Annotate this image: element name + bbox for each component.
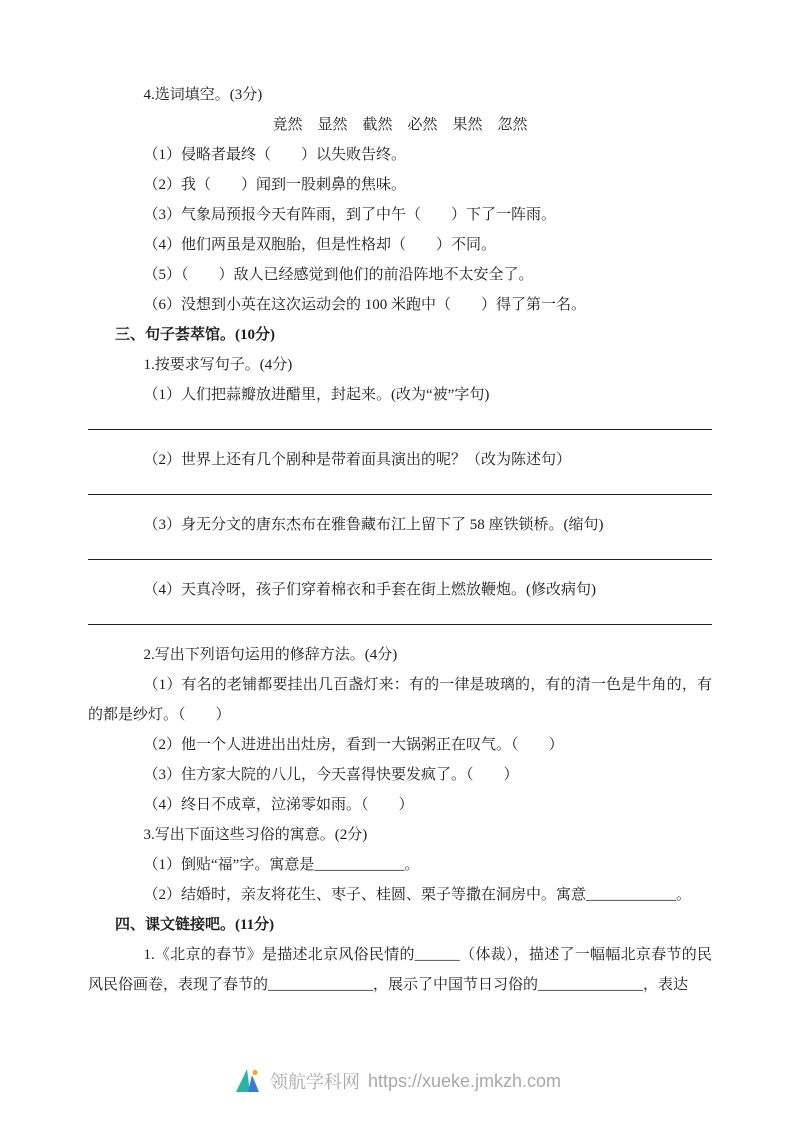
watermark-footer (0, 1066, 793, 1096)
customs-item-1: （1）倒贴“福”字。寓意是____________。 (143, 857, 420, 873)
rhetoric-item-4: （4）终日不成章，泣涕零如雨。（ ） (143, 797, 414, 813)
footer-site-name: 领航学科网 (269, 1072, 360, 1092)
word-fill-item-1: （1）侵略者最终（ ）以失败告终。 (143, 147, 407, 163)
qa-block-3 (88, 510, 712, 560)
answer-blank-line (88, 475, 712, 495)
rhetoric-item-1: （1）有名的老铺都要挂出几百盏灯来：有的一律是玻璃的，有的清一色是牛角的，有的都是纱灯。（ ） (88, 677, 712, 723)
section-four-title: 四、课文链接吧。(11分) (115, 917, 275, 933)
word-fill-item-6: （6）没想到小英在这次运动会的 100 米跑中（ ）得了第一名。 (143, 297, 587, 313)
write-sentence-item-1: （1）人们把蒜瓣放进醋里，封起来。(改为“被”字句) (143, 387, 490, 403)
word-fill-item-3: （3）气象局预报今天有阵雨，到了中午（ ）下了一阵雨。 (143, 207, 557, 223)
write-sentences-title: 1.按要求写句子。(4分) (143, 357, 293, 373)
section-three-title: 三、句子荟萃馆。(10分) (115, 327, 275, 343)
answer-blank-line (88, 605, 712, 625)
word-fill-item-2: （2）我（ ）闻到一股刺鼻的焦味。 (143, 177, 407, 193)
site-logo-icon (232, 1066, 262, 1096)
answer-blank-line (88, 410, 712, 430)
customs-item-2: （2）结婚时，亲友将花生、枣子、桂圆、栗子等撒在洞房中。寓意____________。 (143, 887, 692, 903)
answer-blank-line (88, 540, 712, 560)
customs-title: 3.写出下面这些习俗的寓意。(2分) (143, 827, 368, 843)
question-4-title: 4.选词填空。(3分) (143, 87, 263, 103)
rhetoric-title: 2.写出下列语句运用的修辞方法。(4分) (143, 647, 398, 663)
qa-block-2 (88, 445, 712, 495)
section-four-paragraph: 1.《北京的春节》是描述北京风俗民情的______（体裁），描述了一幅幅北京春节的民风民俗画卷，表现了春节的______________，展示了中国节日习俗的______________，表达 (88, 947, 712, 993)
write-sentence-item-2: （2）世界上还有几个剧种是带着面具演出的呢？（改为陈述句） (143, 452, 572, 468)
footer-url: https://xueke.jmkzh.com (367, 1070, 562, 1091)
qa-block-1 (88, 380, 712, 430)
word-fill-item-4: （4）他们两虽是双胞胎，但是性格却（ ）不同。 (143, 237, 497, 253)
word-bank: 竟然 显然 截然 必然 果然 忽然 (272, 117, 528, 133)
rhetoric-item-2: （2）他一个人进进出出灶房，看到一大锅粥正在叹气。（ ） (143, 737, 564, 753)
write-sentence-item-3: （3）身无分文的唐东杰布在雅鲁藏布江上留下了 58 座铁锁桥。(缩句) (143, 517, 604, 533)
word-fill-item-5: （5）（ ）敌人已经感觉到他们的前沿阵地不太安全了。 (143, 267, 534, 283)
qa-block-4 (88, 575, 712, 625)
write-sentence-item-4: （4）天真冷呀，孩子们穿着棉衣和手套在街上燃放鞭炮。(修改病句) (143, 582, 596, 598)
rhetoric-item-3: （3）住方家大院的八儿，今天喜得快要发疯了。（ ） (143, 767, 519, 783)
